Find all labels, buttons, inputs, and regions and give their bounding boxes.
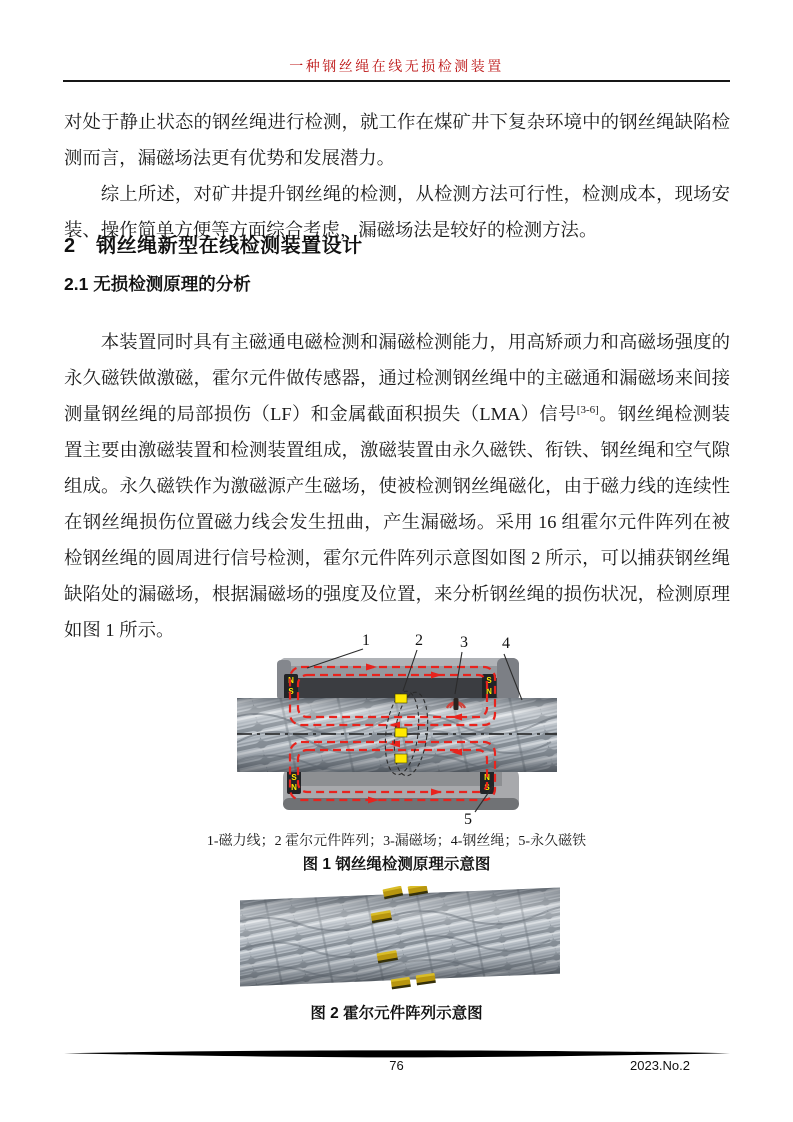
paragraph-text: 本装置同时具有主磁通电磁检测和漏磁检测能力，用高矫顽力和高磁场强度的永久磁铁做激磁，霍尔元件做传感器，通过检测钢丝绳中的主磁通和漏磁场来间接测量钢丝绳的局部损伤（LF）和金属截面积损失（LMA）信号 <box>64 332 730 425</box>
citation-ref: [3-6] <box>576 404 599 417</box>
page-number: 76 <box>389 1058 404 1073</box>
running-head-title: 一种钢丝绳在线无损检测装置 <box>289 60 504 75</box>
pole-label: N <box>486 687 492 696</box>
figure1-legend: 1-磁力线；2 霍尔元件阵列；3-漏磁场；4-钢丝绳；5-永久磁铁 <box>206 834 587 849</box>
pole-label: N <box>291 783 297 792</box>
callout-3: 3 <box>460 634 468 651</box>
figure1-caption: 图 1 钢丝绳检测原理示意图 <box>302 856 491 873</box>
issue-number: 2023.No.2 <box>630 1058 690 1073</box>
wire-rope <box>240 886 560 987</box>
paragraph-text: 。钢丝绳检测装置主要由激磁装置和检测装置组成，激磁装置由永久磁铁、衔铁、钢丝绳和空气隙组成。永久磁铁作为激磁源产生磁场，使被检测钢丝绳磁化，由于磁力线的连续性在钢丝绳损伤位置磁力线会发生扭曲，产生漏磁场。采用 16 组霍尔元件阵列在被检钢丝绳的圆周进行信号检测，霍尔元件阵列示意图如图 2 所示，可以捕获钢丝绳缺陷处的漏磁场，根据漏磁场的强度及位置，来分析钢丝绳的损伤状况，检测原理如图 1 所示。 <box>64 404 730 641</box>
pole-label: N <box>288 676 294 685</box>
paragraph-intro: 对处于静止状态的钢丝绳进行检测，就工作在煤矿井下复杂环境中的钢丝绳缺陷检测而言，漏磁场法更有优势和发展潜力。 <box>64 112 730 169</box>
section-heading-2: 2 钢丝绳新型在线检测装置设计 <box>64 235 363 257</box>
paragraph-summary: 综上所述，对矿井提升钢丝绳的检测，从检测方法可行性，检测成本，现场安装、操作简单方便等方面综合考虑，漏磁场法是较好的检测方法。 <box>64 184 730 241</box>
pole-label: S <box>288 687 294 696</box>
paragraph-principle <box>64 324 730 648</box>
pole-label: S <box>291 773 297 782</box>
figure1-detection-principle-diagram <box>237 628 557 830</box>
pole-label: S <box>484 783 490 792</box>
header-rule <box>63 80 730 82</box>
pole-label: S <box>486 676 492 685</box>
subsection-heading-2-1: 2.1 无损检测原理的分析 <box>64 274 251 294</box>
callout-2: 2 <box>415 632 423 649</box>
pole-label: N <box>484 773 490 782</box>
figure2-caption: 图 2 霍尔元件阵列示意图 <box>310 1005 483 1022</box>
callout-5: 5 <box>464 811 472 828</box>
callout-4: 4 <box>502 635 510 652</box>
footer-rule <box>64 1050 730 1058</box>
callout-1: 1 <box>362 632 370 649</box>
figure2-hall-array-image <box>240 886 560 992</box>
